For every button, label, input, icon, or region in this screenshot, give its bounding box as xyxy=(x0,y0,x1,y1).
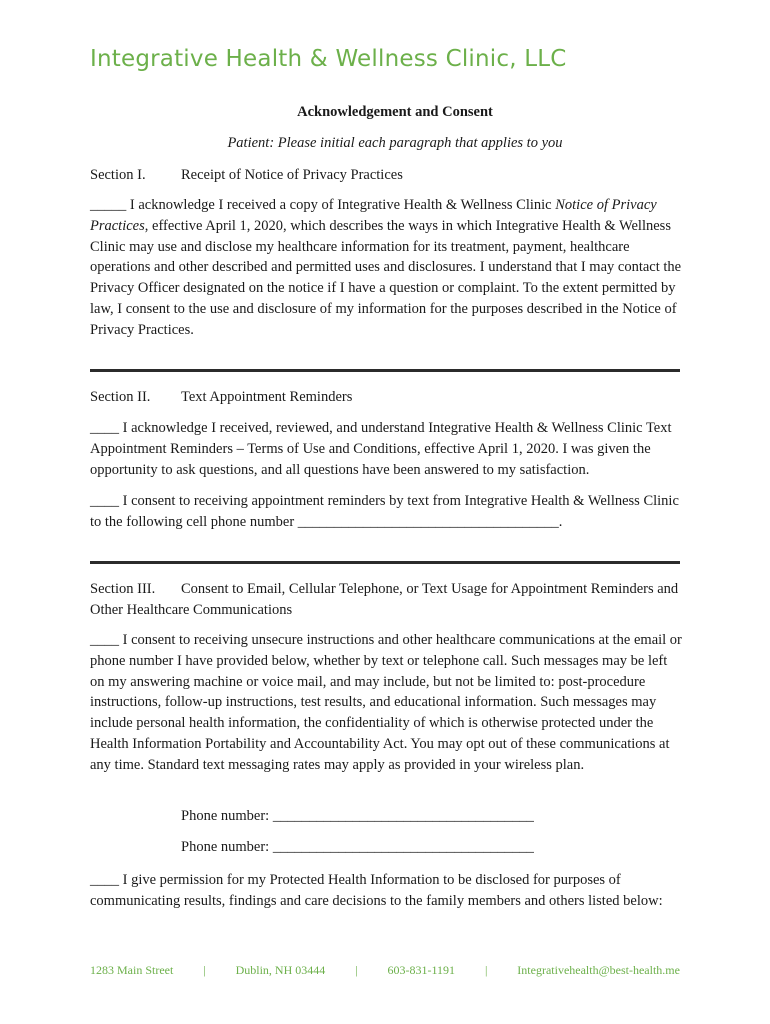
section-divider xyxy=(90,561,680,564)
notice-title-italic: Notice of Privacy Practices xyxy=(90,197,657,234)
footer-city: Dublin, NH 03444 xyxy=(235,963,326,977)
footer-email: Integrativehealth@best-health.me xyxy=(517,963,680,977)
section-number: Section III. xyxy=(90,581,156,597)
section-number: Section II. xyxy=(90,389,151,405)
section-2-heading xyxy=(90,387,680,408)
section-divider xyxy=(90,369,680,372)
section-3-paragraph-2: ____ I give permission for my Protected Health Information to be disclosed for purposes of communicating results, findings and care decisions to the family members and others listed below: xyxy=(90,872,663,909)
phone-number-line-1: Phone number: ____________________________________ xyxy=(181,808,534,824)
section-number: Section I. xyxy=(90,167,146,183)
clinic-name: Integrative Health & Wellness Clinic, LLC xyxy=(90,46,567,72)
section-3-heading xyxy=(90,579,686,620)
document-title: Acknowledgement and Consent xyxy=(297,104,493,120)
section-title: Consent to Email, Cellular Telephone, or Text Usage for Appointment Reminders and Other Healthcare Communications xyxy=(90,581,679,618)
section-2-paragraph-2: ____ I consent to receiving appointment reminders by text from Integrative Health & Wellness Clinic to the following cell phone number ____________________________________. xyxy=(90,493,679,530)
footer-separator: | xyxy=(484,963,488,977)
section-1-paragraph xyxy=(90,195,682,341)
section-2-paragraph-1: ____ I acknowledge I received, reviewed, and understand Integrative Health & Wellness Clinic Text Appointment Reminders – Terms of Use and Conditions, effective April 1, 2020. I was given the opportunity to ask questions, and all questions have been answered to my satisfaction. xyxy=(90,420,672,478)
section-1-heading xyxy=(90,165,680,186)
footer xyxy=(90,963,680,978)
phone-number-line-2: Phone number: ____________________________________ xyxy=(181,839,534,855)
section-title: Text Appointment Reminders xyxy=(181,389,353,405)
footer-separator: | xyxy=(355,963,358,977)
footer-separator: | xyxy=(203,963,206,977)
section-3-paragraph-1: ____ I consent to receiving unsecure instructions and other healthcare communications at the email or phone number I have provided below, whether by text or telephone call. Such messages may be left on my answering machine or voice mail, and may include, but not be limited to: post-procedure instructions, follow-up instructions, test results, and educational information. Such messages may include personal health information, the confidentiality of which is otherwise protected under the Health Information Portability and Accountability Act. You may opt out of these communications at any time. Standard text messaging rates may apply as provided in your wireless plan. xyxy=(90,632,682,773)
section-title: Receipt of Notice of Privacy Practices xyxy=(181,167,403,183)
paragraph-text: , effective April 1, 2020, which describes the ways in which Integrative Health & Wellness Clinic may use and disclose my healthcare information for its treatment, payment, healthcare operations and other described and permitted uses and disclosures. I understand that I may contact the Privacy Officer designated on the notice if I have a question or complaint. To the extent permitted by law, I consent to the use and disclosure of my information for the purposes described in the Notice of Privacy Practices. xyxy=(90,217,682,338)
footer-phone: 603-831-1191 xyxy=(387,963,456,977)
paragraph-text: _____ I acknowledge I received a copy of Integrative Health & Wellness Clinic xyxy=(90,197,556,213)
instruction-text: Patient: Please initial each paragraph that applies to you xyxy=(227,135,563,151)
footer-address: 1283 Main Street xyxy=(90,963,174,977)
